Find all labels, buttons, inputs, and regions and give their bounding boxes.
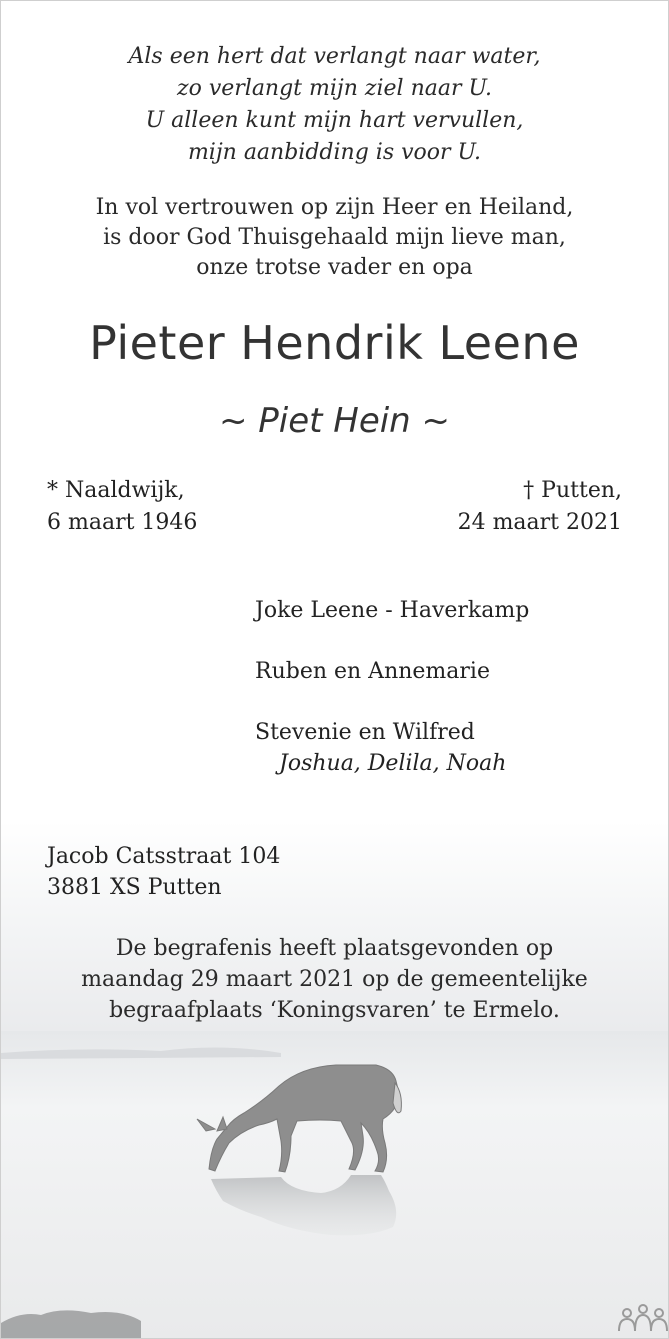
- intro-text: [1, 193, 668, 283]
- family-list: [255, 595, 529, 779]
- birth-date: 6 maart 1946: [47, 510, 198, 535]
- death-date: 24 maart 2021: [457, 510, 622, 535]
- poem-line: U alleen kunt mijn hart vervullen,: [145, 108, 524, 133]
- family-grandchildren: Joshua, Delila, Noah: [279, 751, 507, 776]
- family-child: Stevenie en Wilfred: [255, 720, 475, 745]
- death-info: [458, 475, 622, 539]
- poem: [1, 41, 668, 169]
- funeral-line: De begrafenis heeft plaatsgevonden op: [115, 936, 554, 961]
- deceased-name: Pieter Hendrik Leene: [89, 316, 580, 370]
- poem-line: mijn aanbidding is voor U.: [187, 140, 482, 165]
- family-child: Ruben en Annemarie: [255, 659, 490, 684]
- funeral-line: begraafplaats ‘Koningsvaren’ te Ermelo.: [109, 998, 560, 1023]
- intro-line: is door God Thuisgehaald mijn lieve man,: [103, 225, 566, 250]
- poem-line: zo verlangt mijn ziel naar U.: [176, 76, 492, 101]
- address: [47, 841, 280, 903]
- address-city: 3881 XS Putten: [47, 875, 222, 900]
- nickname: ~ Piet Hein ~: [218, 401, 451, 441]
- poem-line: Als een hert dat verlangt naar water,: [128, 44, 541, 69]
- deer-drinking-image: [1, 1031, 668, 1338]
- intro-line: In vol vertrouwen op zijn Heer en Heiland,: [95, 195, 574, 220]
- death-place: † Putten,: [523, 478, 622, 503]
- intro-line: onze trotse vader en opa: [196, 255, 473, 280]
- address-street: Jacob Catsstraat 104: [47, 844, 281, 869]
- funeral-line: maandag 29 maart 2021 op de gemeentelijke: [81, 967, 588, 992]
- birth-place: * Naaldwijk,: [47, 478, 185, 503]
- funeral-notice: [1, 933, 668, 1026]
- birth-info: [47, 475, 197, 539]
- family-spouse: Joke Leene - Haverkamp: [255, 598, 530, 623]
